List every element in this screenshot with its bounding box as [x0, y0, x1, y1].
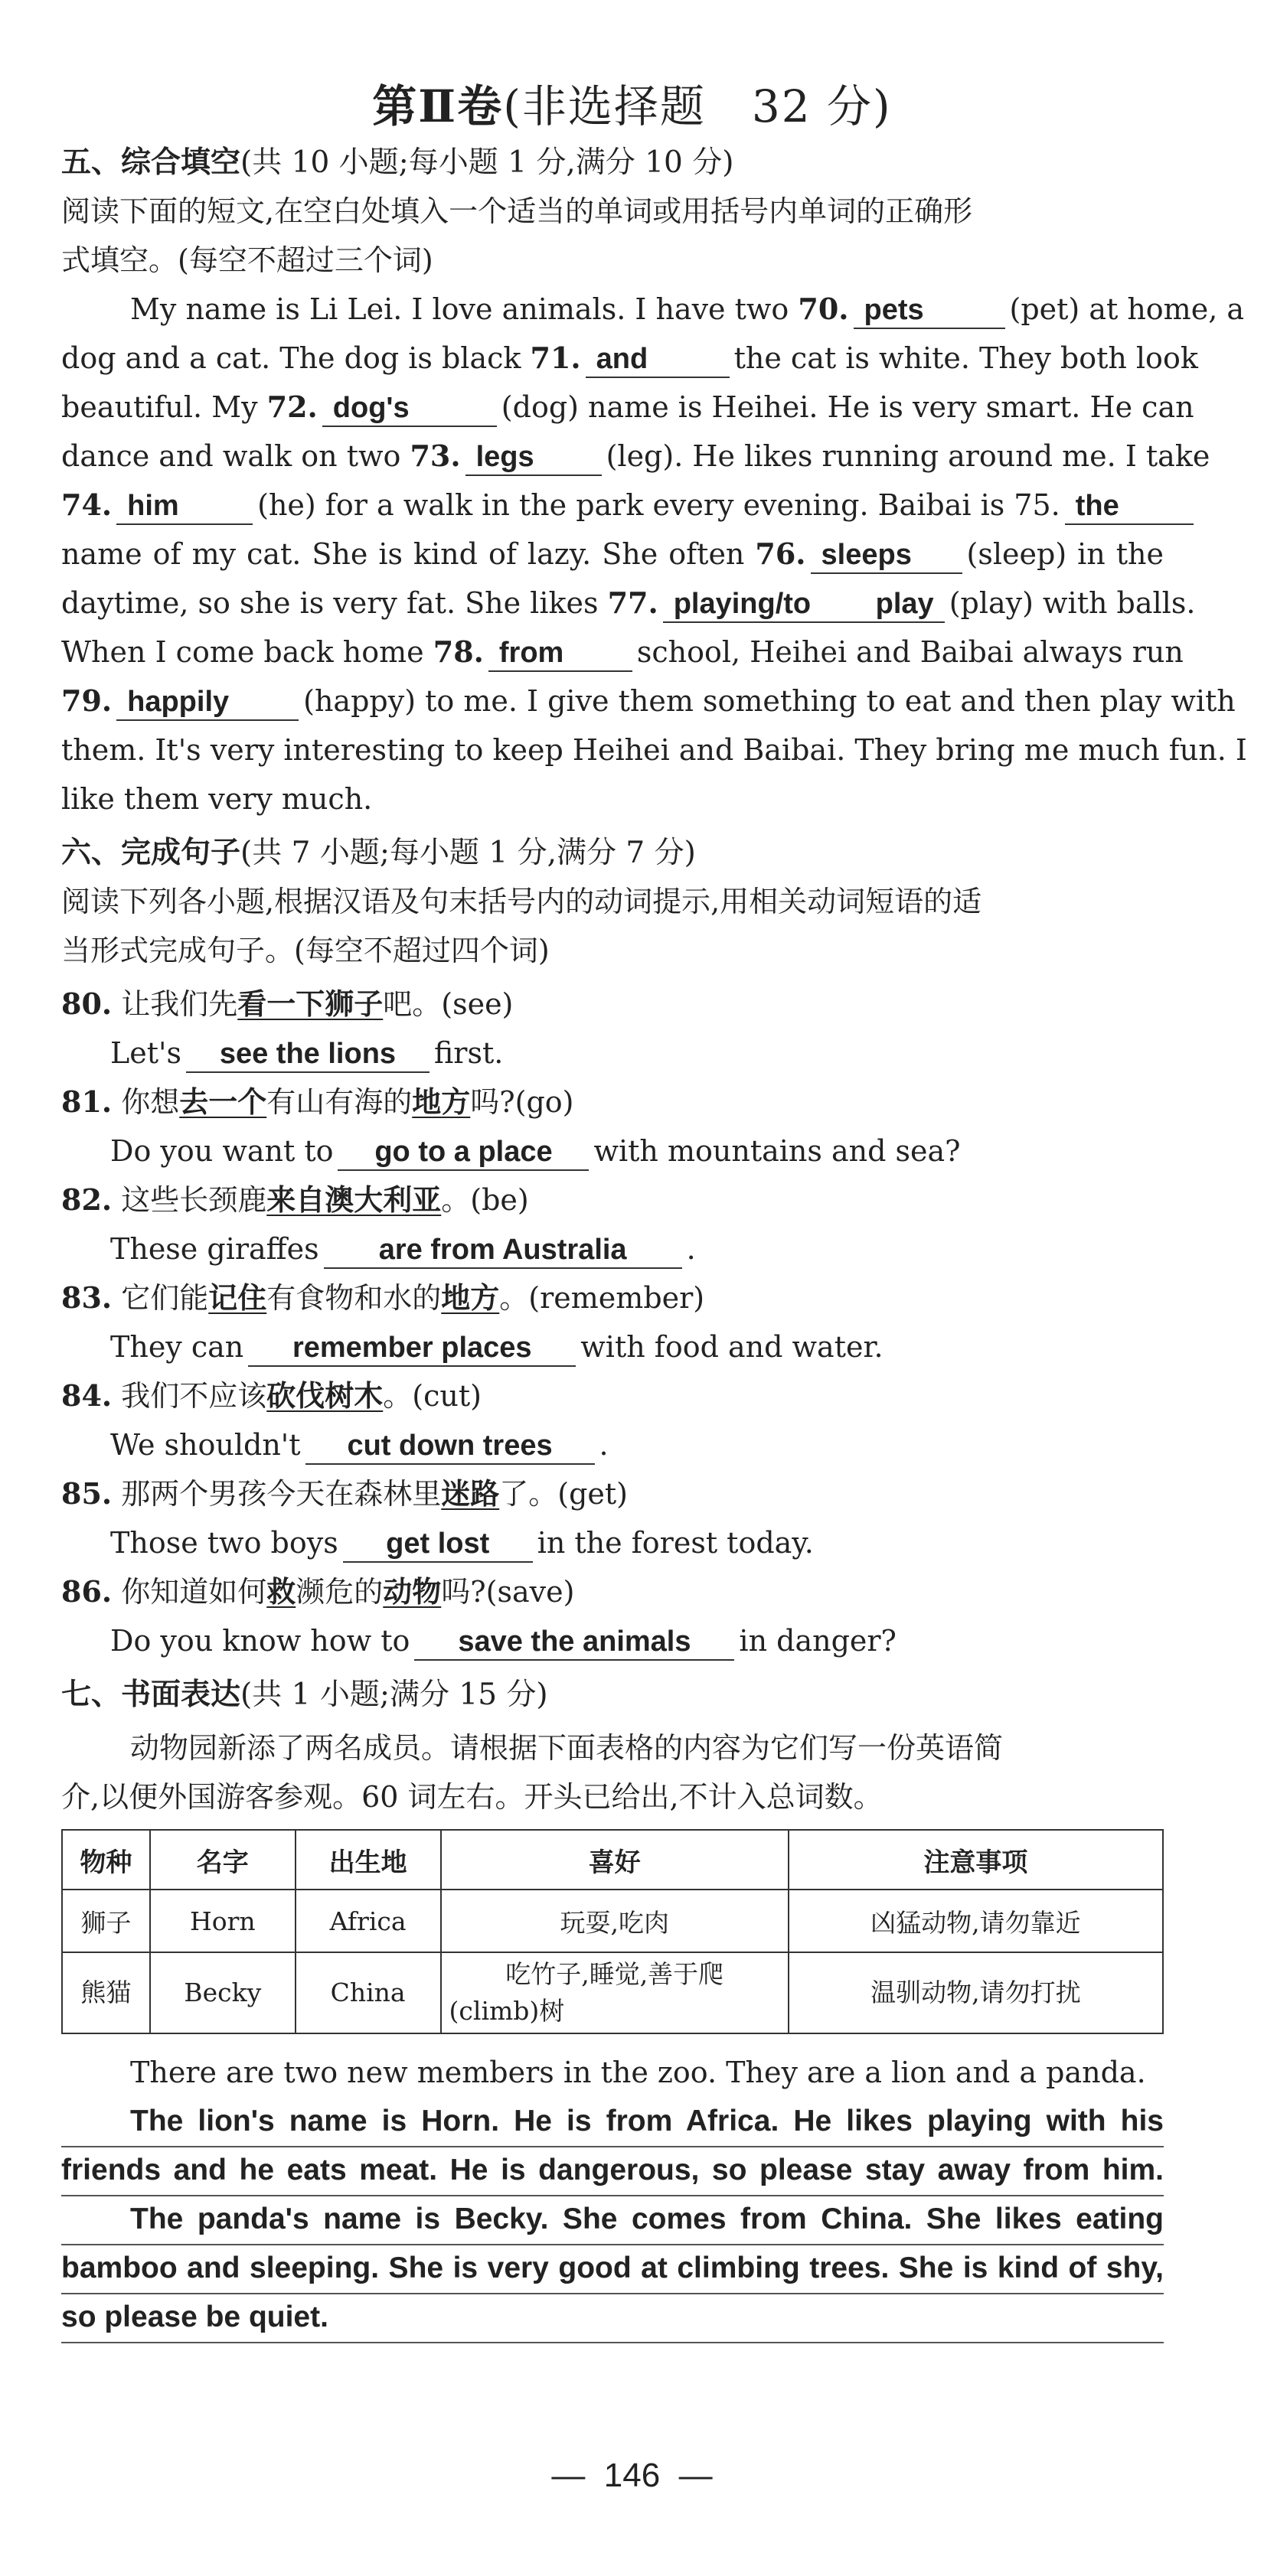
- answer-blank: and: [586, 341, 730, 378]
- answer-blank: are from Australia: [324, 1232, 682, 1269]
- essay-line: so please be quiet.: [61, 2293, 1164, 2343]
- passage-line: them. It's very interesting to keep Heihei and Baibai. They bring me much fun. I: [61, 733, 1247, 767]
- panda-hobby-cell: 吃竹子,睡觉,善于爬 (climb)树: [441, 1952, 789, 2033]
- passage-line: 74. him (he) for a walk in the park every evening. Baibai is 75. the: [61, 481, 1164, 530]
- passage-line: daytime, so she is very fat. She likes 77. playing/to play (play) with balls.: [61, 579, 1164, 628]
- passage-line: When I come back home 78. from school, Heihei and Baibai always run: [61, 628, 1164, 677]
- page-title: [0, 70, 1264, 135]
- question-prompt: 86. 你知道如何救濒危的动物吗?(save): [61, 1574, 575, 1609]
- info-table: [61, 1829, 1164, 2034]
- section5-instruction: 阅读下面的短文,在空白处填入一个适当的单词或用括号内单词的正确形: [61, 194, 973, 228]
- question-prompt: 84. 我们不应该砍伐树木。(cut): [61, 1378, 482, 1413]
- essay-line: The panda's name is Becky. She comes from China. She likes eating: [61, 2195, 1164, 2245]
- page-number: — 146 —: [551, 2457, 713, 2494]
- answer-blank: happily: [116, 684, 299, 721]
- answer-blank: him: [116, 488, 253, 525]
- table-header: 名字: [150, 1830, 296, 1890]
- question-answer-line: Let's see the lions first.: [61, 1029, 1164, 1078]
- answer-blank: pets: [854, 292, 1005, 329]
- question-prompt: 83. 它们能记住有食物和水的地方。(remember): [61, 1280, 705, 1315]
- section6-heading: 六、完成句子(共 7 小题;每小题 1 分,满分 7 分): [61, 835, 696, 870]
- table-header-row: [62, 1830, 1163, 1890]
- table-row: 狮子 Horn Africa 玩耍,吃肉 凶猛动物,请勿靠近: [62, 1890, 1163, 1952]
- answer-blank: from: [488, 635, 632, 672]
- question-answer-line: Do you want to go to a place with mountains and sea?: [61, 1127, 1164, 1176]
- question-answer-line: We shouldn't cut down trees .: [61, 1420, 1164, 1469]
- passage-line: name of my cat. She is kind of lazy. She often 76. sleeps (sleep) in the: [61, 530, 1164, 579]
- essay-line: The lion's name is Horn. He is from Africa. He likes playing with his: [61, 2097, 1164, 2147]
- passage-line: beautiful. My 72. dog's (dog) name is Heihei. He is very smart. He can: [61, 383, 1164, 432]
- question-answer-line: Those two boys get lost in the forest today.: [61, 1518, 1164, 1567]
- question-prompt: 81. 你想去一个有山有海的地方吗?(go): [61, 1084, 574, 1119]
- table-header: 出生地: [296, 1830, 441, 1890]
- question-answer-line: They can remember places with food and water.: [61, 1322, 1164, 1371]
- essay-line: bamboo and sleeping. She is very good at climbing trees. She is kind of shy,: [61, 2244, 1164, 2294]
- passage-line: like them very much.: [61, 782, 373, 816]
- section7-instruction: 介,以便外国游客参观。60 词左右。开头已给出,不计入总词数。: [61, 1780, 883, 1814]
- passage-line: dog and a cat. The dog is black 71. and the cat is white. They both look: [61, 334, 1164, 383]
- title-main: 第Ⅱ卷: [372, 80, 504, 132]
- answer-blank: dog's: [322, 390, 497, 427]
- answer-blank: sleeps: [811, 537, 962, 574]
- section6-instruction: 当形式完成句子。(每空不超过四个词): [61, 934, 550, 967]
- question-prompt: 82. 这些长颈鹿来自澳大利亚。(be): [61, 1182, 529, 1217]
- section5-instruction: 式填空。(每空不超过三个词): [61, 243, 433, 277]
- title-rest: (非选择题 32 分): [503, 80, 892, 132]
- answer-blank: remember places: [248, 1330, 576, 1367]
- answer-blank: cut down trees: [305, 1428, 595, 1465]
- table-header: 注意事项: [789, 1830, 1163, 1890]
- question-prompt: 85. 那两个男孩今天在森林里迷路了。(get): [61, 1476, 628, 1511]
- section7-heading: 七、书面表达(共 1 小题;满分 15 分): [61, 1677, 548, 1712]
- passage-line: dance and walk on two 73. legs (leg). He likes running around me. I take: [61, 432, 1164, 481]
- table-row: 熊猫 Becky China 吃竹子,睡觉,善于爬 (climb)树 温驯动物,请勿打扰: [62, 1952, 1163, 2033]
- essay-opening: There are two new members in the zoo. They are a lion and a panda.: [130, 2056, 1146, 2089]
- passage-line: 79. happily (happy) to me. I give them something to eat and then play with: [61, 677, 1164, 726]
- answer-blank: see the lions: [186, 1036, 429, 1073]
- question-answer-line: These giraffes are from Australia .: [61, 1224, 1164, 1273]
- passage-line: My name is Li Lei. I love animals. I have two 70. pets (pet) at home, a: [61, 285, 1164, 334]
- answer-blank: the: [1065, 488, 1194, 525]
- answer-blank: go to a place: [338, 1134, 589, 1171]
- answer-blank: playing/to play: [663, 586, 945, 623]
- section5-heading: 五、综合填空(共 10 小题;每小题 1 分,满分 10 分): [61, 145, 734, 180]
- section6-instruction: 阅读下列各小题,根据汉语及句末括号内的动词提示,用相关动词短语的适: [61, 885, 982, 918]
- table-header: 物种: [62, 1830, 150, 1890]
- essay-line: friends and he eats meat. He is dangerous, so please stay away from him.: [61, 2146, 1164, 2196]
- answer-blank: legs: [465, 439, 602, 476]
- section7-instruction: 动物园新添了两名成员。请根据下面表格的内容为它们写一份英语简: [130, 1731, 1004, 1765]
- question-answer-line: Do you know how to save the animals in danger?: [61, 1616, 1164, 1665]
- question-prompt: 80. 让我们先看一下狮子吧。(see): [61, 986, 514, 1021]
- answer-blank: save the animals: [414, 1624, 734, 1661]
- answer-blank: get lost: [343, 1526, 533, 1563]
- table-header: 喜好: [441, 1830, 789, 1890]
